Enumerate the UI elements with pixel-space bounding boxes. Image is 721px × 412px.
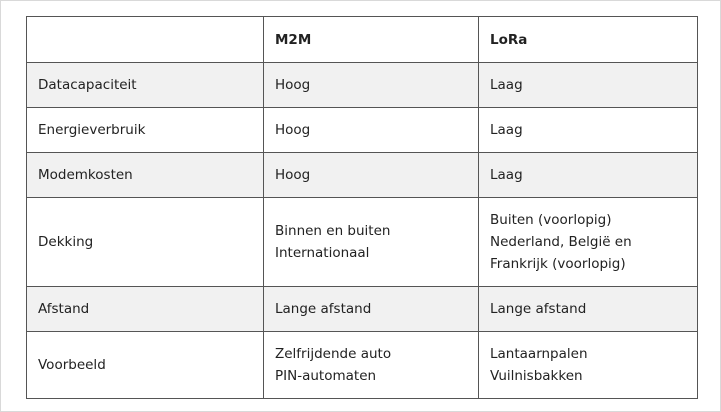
cell-line: PIN-automaten (275, 368, 377, 384)
table-row-energieverbruik (27, 108, 698, 153)
lora-cell (479, 153, 698, 198)
cell-line: Hoog (275, 167, 311, 183)
cell-line: Lange afstand (490, 301, 587, 317)
cell-line: Internationaal (275, 245, 370, 261)
table-header-row (27, 17, 698, 63)
table-row-afstand (27, 287, 698, 332)
comparison-table (26, 16, 698, 399)
cell-line: Lange afstand (275, 301, 372, 317)
cell-line: Hoog (275, 122, 311, 138)
cell-line: Lantaarnpalen (490, 346, 588, 362)
m2m-cell (264, 63, 479, 108)
row-label: Datacapaciteit (27, 63, 264, 108)
lora-cell (479, 332, 698, 399)
header-cell-empty (27, 17, 264, 63)
row-label: Modemkosten (27, 153, 264, 198)
m2m-cell (264, 332, 479, 399)
lora-cell (479, 198, 698, 287)
cell-line: Zelfrijdende auto (275, 346, 392, 362)
row-label: Energieverbruik (27, 108, 264, 153)
lora-cell (479, 63, 698, 108)
cell-line: Laag (490, 122, 523, 138)
m2m-cell (264, 153, 479, 198)
cell-line: Vuilnisbakken (490, 368, 583, 384)
cell-line: Hoog (275, 77, 311, 93)
row-label: Dekking (27, 198, 264, 287)
table-row-dekking (27, 198, 698, 287)
m2m-cell (264, 108, 479, 153)
cell-line: Binnen en buiten (275, 223, 391, 239)
lora-cell (479, 108, 698, 153)
cell-line: Laag (490, 77, 523, 93)
cell-line: Buiten (voorlopig) (490, 212, 612, 228)
m2m-cell (264, 287, 479, 332)
table-row-voorbeeld (27, 332, 698, 399)
cell-line: Nederland, België en (490, 234, 632, 250)
cell-line: Laag (490, 167, 523, 183)
lora-cell (479, 287, 698, 332)
table-row-modemkosten (27, 153, 698, 198)
header-cell-lora: LoRa (479, 17, 698, 63)
row-label: Afstand (27, 287, 264, 332)
table-row-datacapaciteit (27, 63, 698, 108)
m2m-cell (264, 198, 479, 287)
header-cell-m2m: M2M (264, 17, 479, 63)
row-label: Voorbeeld (27, 332, 264, 399)
cell-line: Frankrijk (voorlopig) (490, 256, 626, 272)
